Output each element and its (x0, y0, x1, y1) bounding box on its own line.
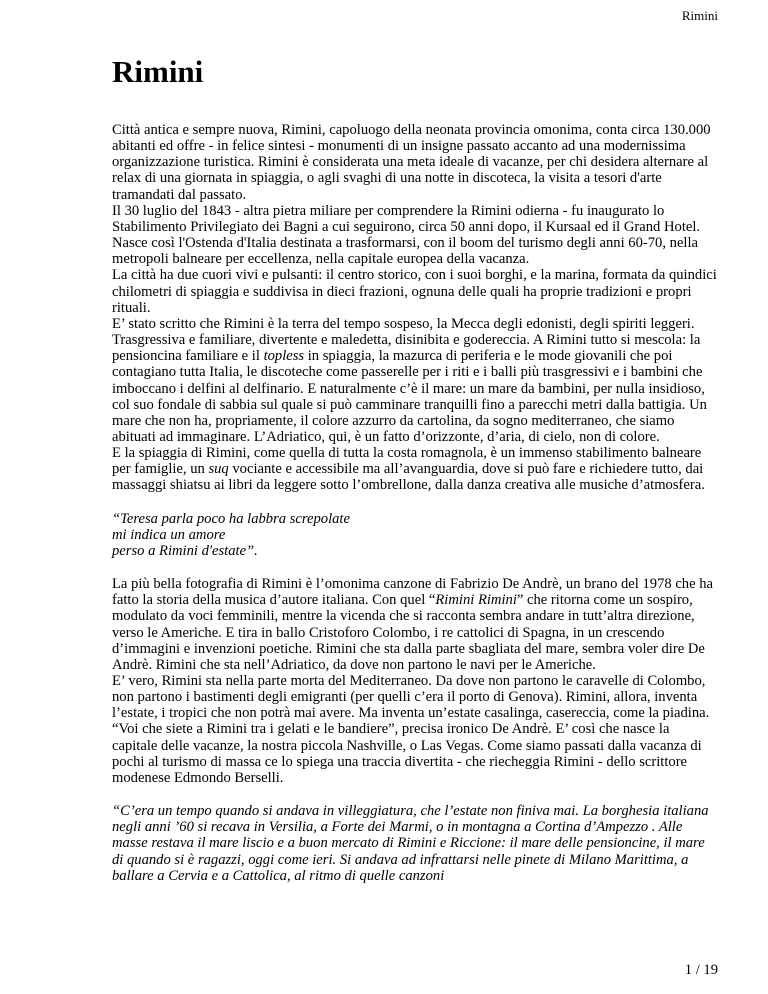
lyrics-quote-line: perso a Rimini d'estate”. (112, 542, 258, 559)
text-run: La più bella fotografia di Rimini è l’omonima canzone di Fabrizio De Andrè, un brano del 1978 che ha fatto la storia della musica d’autore italiana. Con quel “ (112, 576, 714, 609)
page-title: Rimini (112, 54, 204, 89)
paragraph-gap (112, 559, 718, 576)
lyrics-quote-line: mi indica un amore (112, 526, 226, 543)
text-run: E la spiaggia di Rimini, come quella di tutta la costa romagnola, è un immenso stabilimento balneare per famiglie, un (112, 445, 702, 478)
paragraph-intro: Città antica e sempre nuova, Rimini, capoluogo della neonata provincia omonima, conta circa 130.000 abitanti ed offre - in felice sintesi - monumenti di un insigne passato accanto ad una modernissima organizzazione turistica. Rimini è considerata una meta ideale di vacanze, per chi desidera alternare al relax di una giornata in spiaggia, o agli svaghi di una notte in discoteca, la visita a tesori d'arte tramandati dal passato. (112, 122, 711, 203)
paragraph-mediterranean: E’ vero, Rimini sta nella parte morta del Mediterraneo. Da dove non partono le caravelle di Colombo, non partono i bastimenti degli emigranti (per quelli c’era il porto di Genova). Rimini, allora, inventa l’estate, i tropici che non potrà mai avere. Ma inventa un’estate casalinga, casereccia, come la piadina. “Voi che siete a Rimini tra i gelati e le bandiere”, precisa ironico De Andrè. E’ così che nasce la capitale delle vacanze, la nostra piccola Nashville, o Las Vegas. Come siamo passati dalla vacanza di pochi al turismo di massa ce lo spiega una traccia divertita - che riecheggia Rimini - dello scrittore modenese Edmondo Berselli. (112, 673, 710, 786)
document-body (112, 122, 718, 884)
paragraph-suspended-time (112, 316, 718, 445)
page-number: 1 / 19 (684, 962, 718, 978)
paragraph-history: Il 30 luglio del 1843 - altra pietra miliare per comprendere la Rimini odierna - fu inaugurato lo Stabilimento Privilegiato dei Bagni a cui seguirono, circa 50 anni dopo, il Kursaal ed il Grand Hotel. Nasce così l'Ostenda d'Italia destinata a trasformarsi, con il boom del turismo degli anni 60-70, nella metropoli balneare per eccellenza, nella capitale europea della vacanza. (112, 202, 701, 268)
paragraph-gap (112, 786, 718, 803)
text-run: ” che ritorna come un sospiro, modulato da voci femminili, mentre la vicenda che si racconta sembra andare in tutt’altra direzione, verso le Americhe. E tira in ballo Cristoforo Colombo, i re cattolici di Spagna, in un crescendo d’immagini e invenzioni poetiche. Rimini che sta dalla parte sbagliata del mare, sembra voler dire De Andrè. Rimini che sta nell’Adriatico, da dove non partono le navi per le Americhe. (112, 592, 705, 673)
italic-term: suq (208, 461, 229, 478)
italic-song-title: Rimini Rimini (435, 592, 517, 609)
paragraph-gap (112, 494, 718, 511)
lyrics-quote-line: “Teresa parla poco ha labbra screpolate (112, 510, 350, 527)
text-run: E’ stato scritto che Rimini è la terra del tempo sospeso, la Mecca degli edonisti, degli spiriti leggeri. Trasgressiva e familiare, divertente e maledetta, disinibita e godereccia. A Rimini tutto si mescola: la pensioncina familiare e il (112, 315, 701, 365)
berselli-quote: “C’era un tempo quando si andava in villeggiatura, che l’estate non finiva mai. La borghesia italiana negli anni ’60 si recava in Versilia, a Forte dei Marmi, o in montagna a Cortina d’Ampezzo . Alle masse restava il mare liscio e a buon mercato di Rimini e Riccione: il mare delle pensioncine, il mare di quando si è ragazzi, oggi come ieri. Si andava ad infrattarsi nelle pinete di Milano Marittima, a ballare a Cervia e a Cattolica, al ritmo di quelle canzoni (112, 803, 709, 884)
paragraph-de-andre (112, 576, 718, 673)
italic-term: topless (263, 348, 305, 365)
paragraph-two-hearts: La città ha due cuori vivi e pulsanti: il centro storico, con i suoi borghi, e la marina, formata da quindici chilometri di spiaggia e suddivisa in dieci frazioni, ognuna delle quali ha proprie tradizioni e propri rituali. (112, 267, 717, 316)
text-run: vociante e accessibile ma all’avanguardia, dove si può fare e richiedere tutto, dai massaggi shiatsu ai libri da leggere sotto l’ombrellone, dalla danza creativa alle musiche d’atmosfera. (112, 461, 705, 494)
running-header-title: Rimini (681, 8, 718, 23)
text-run: in spiaggia, la mazurca di periferia e le mode giovanili che poi contagiano tutta Italia, le discoteche come passerelle per i riti e i balli più trasgressivi e i bambini che imboccano i delfini al delfinario. E naturalmente c’è il mare: un mare da bambini, per nulla insidioso, col suo fondale di sabbia sul quale si può camminare tranquilli fino a parecchi metri dalla battigia. Un mare che non ha, propriamente, il colore azzurro da cartolina, da sogno mediterraneo, che siamo abituati ad immaginare. L’Adriatico, qui, è un fatto d’orizzonte, d’aria, di cielo, non di colore. (112, 348, 707, 445)
paragraph-beach (112, 445, 718, 493)
